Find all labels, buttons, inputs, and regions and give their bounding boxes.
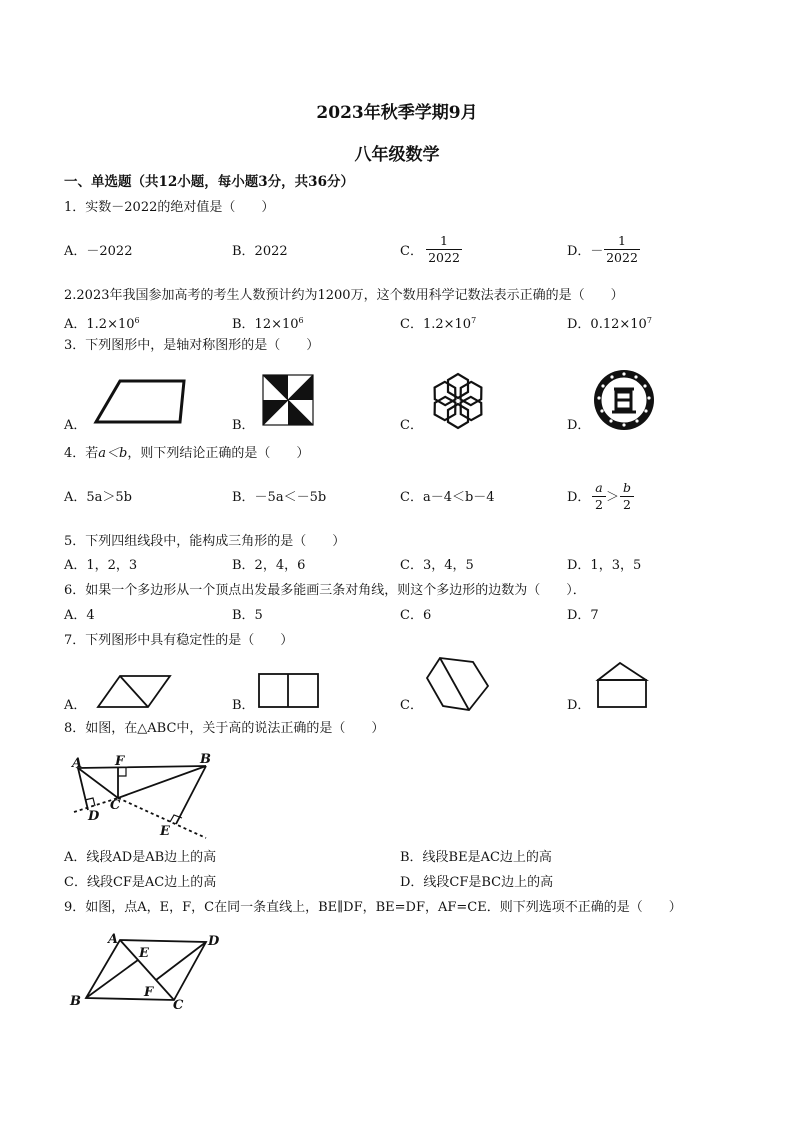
q2-option-a: A．$1.2\times 10^6$ <box>64 316 140 332</box>
q1-d-denominator: 2022 <box>606 250 638 265</box>
q8-option-c: C．线段CF是AC边上的高 <box>64 875 217 890</box>
q3-figure-b-pinwheel <box>262 374 314 426</box>
q4-d-fraction-2 <box>620 481 634 512</box>
q4-d-numerator-1: a <box>595 480 603 495</box>
question-1-stem: 1．实数－2022的绝对值是（ ） <box>64 200 275 215</box>
page-subtitle: 八年级数学 <box>354 145 440 165</box>
q3-option-c: C． <box>400 418 423 433</box>
q2-option-d: D．$0.12\times 10^7$ <box>567 316 652 332</box>
q8-label-a: A <box>72 756 83 771</box>
q8-label-d: D <box>88 809 100 824</box>
q8-option-b: B．线段BE是AC边上的高 <box>400 850 552 865</box>
q9-label-b: B <box>70 994 81 1009</box>
q7-figure-b-rectangle <box>257 672 321 710</box>
q1-option-b: B．2022 <box>232 244 288 259</box>
q9-label-f: F <box>144 985 154 1000</box>
q9-label-e: E <box>139 946 149 961</box>
q7-option-c: C． <box>400 698 423 713</box>
section-heading: 一、单选题（共12小题，每小题3分，共36分） <box>64 174 354 190</box>
question-3-stem: 3．下列图形中，是轴对称图形的是（ ） <box>64 338 320 353</box>
q4-d-numerator-2: b <box>622 480 631 495</box>
q6-option-d: D．7 <box>567 608 599 623</box>
q7-option-d: D． <box>567 698 591 713</box>
q7-option-b: B． <box>232 698 255 713</box>
q8-label-b: B <box>200 752 211 767</box>
q6-option-a: A．4 <box>64 608 95 623</box>
q4-option-a: A．5a＞5b <box>64 490 133 505</box>
question-5-stem: 5．下列四组线段中，能构成三角形的是（ ） <box>64 534 346 549</box>
q8-label-c: C <box>110 798 121 813</box>
q8-label-f: F <box>115 754 125 769</box>
q6-option-c: C．6 <box>400 608 432 623</box>
q8-option-d: D．线段CF是BC边上的高 <box>400 875 554 890</box>
q5-option-a: A．1，2，3 <box>64 558 138 573</box>
q1-c-numerator: 1 <box>440 233 448 248</box>
q8-option-a: A．线段AD是AB边上的高 <box>64 850 217 865</box>
q5-option-c: C．3，4，5 <box>400 558 474 573</box>
question-7-stem: 7．下列图形中具有稳定性的是（ ） <box>64 633 294 648</box>
question-9-stem: 9．如图，点A，E，F，C在同一条直线上，BE∥DF，BE=DF，AF=CE．则下列选项不正确的是（ ） <box>64 900 682 915</box>
q3-figure-d-round-seal <box>592 368 656 432</box>
page-title: 2023年秋季学期9月 <box>316 103 478 123</box>
q9-label-c: C <box>173 998 184 1013</box>
q4-option-b: B．－5a＜－5b <box>232 490 327 505</box>
q2-option-b: B．$12\times 10^6$ <box>232 316 304 332</box>
q1-option-d-prefix: D．－ <box>567 244 604 259</box>
q7-figure-d-house <box>594 660 650 710</box>
question-4-stem: 4．若a＜b，则下列结论正确的是（ ） <box>64 446 310 461</box>
question-6-stem: 6．如果一个多边形从一个顶点出发最多能画三条对角线，则这个多边形的边数为（ ）． <box>64 583 586 598</box>
q1-c-denominator: 2022 <box>428 250 460 265</box>
q4-d-greater-than: ＞ <box>606 490 620 505</box>
q4-d-denominator-1: 2 <box>595 497 603 512</box>
q7-figure-c-hexagon <box>425 656 491 712</box>
q3-figure-a-quadrilateral <box>92 378 192 428</box>
q9-label-d: D <box>208 934 220 949</box>
q1-d-numerator: 1 <box>618 233 626 248</box>
q2-option-c: C．$1.2\times 10^7$ <box>400 316 477 332</box>
q7-figure-a-parallelogram <box>96 674 174 710</box>
q4-option-c: C．a－4＜b－4 <box>400 490 495 505</box>
q3-option-a: A． <box>64 418 87 433</box>
q6-option-b: B．5 <box>232 608 263 623</box>
q3-option-d: D． <box>567 418 591 433</box>
q5-option-b: B．2，4，6 <box>232 558 306 573</box>
q3-figure-c-hexagon-flower <box>425 370 491 432</box>
q3-option-b: B． <box>232 418 255 433</box>
question-8-stem: 8．如图，在△ABC中，关于高的说法正确的是（ ） <box>64 721 385 736</box>
q1-option-a: A．－2022 <box>64 244 133 259</box>
q1-option-c-prefix: C． <box>400 244 423 259</box>
q1-option-c-fraction <box>426 234 462 265</box>
q4-option-d-prefix: D． <box>567 490 591 505</box>
q9-label-a: A <box>108 932 119 947</box>
q1-option-d-fraction <box>604 234 640 265</box>
q5-option-d: D．1，3，5 <box>567 558 642 573</box>
question-2-stem: 2.2023年我国参加高考的考生人数预计约为1200万，这个数用科学记数法表示正确的是（ ） <box>64 288 624 303</box>
q8-label-e: E <box>160 824 170 839</box>
q4-d-denominator-2: 2 <box>623 497 631 512</box>
q7-option-a: A． <box>64 698 87 713</box>
q4-d-fraction-1 <box>592 481 606 512</box>
